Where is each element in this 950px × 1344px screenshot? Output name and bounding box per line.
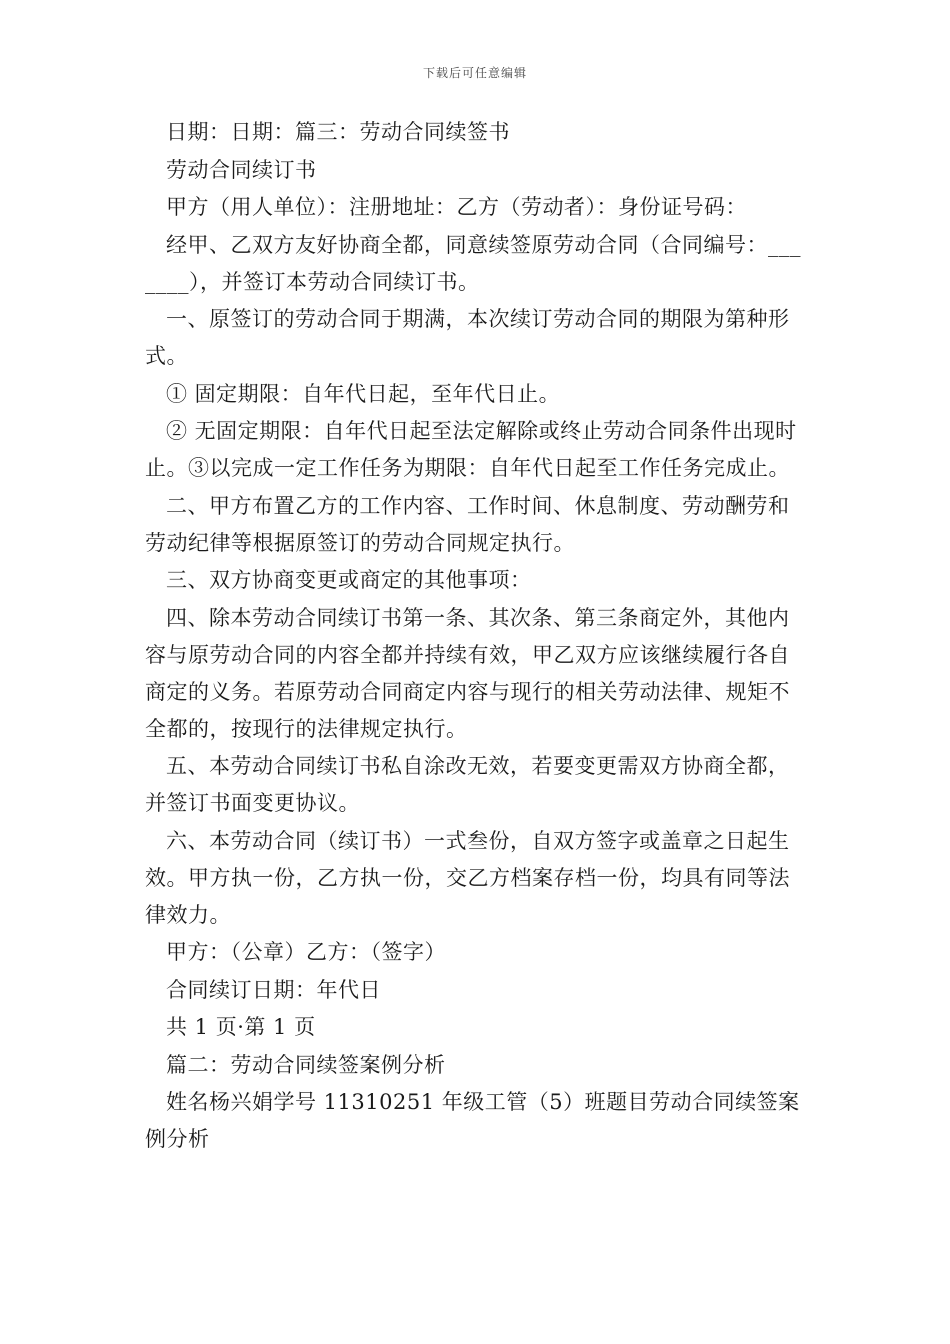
paragraph-intro: 经甲、乙双方友好协商全都，同意续签原劳动合同（合同编号：_______），并签订本劳动合同续订书。	[145, 232, 801, 294]
paragraph-section-two-title: 篇二：劳动合同续签案例分析	[166, 1052, 446, 1077]
paragraph-signatures: 甲方：（公章）乙方：（签字）	[166, 940, 446, 964]
paragraph-clause-6: 六、本劳动合同（续订书）一式叁份，自双方签字或盖章之日起生效。甲方执一份，乙方执一份，交乙方档案存档一份，均具有同等法律效力。	[145, 828, 790, 927]
paragraph-clause-5: 五、本劳动合同续订书私自涂改无效，若要变更需双方协商全都，并签订书面变更协议。	[145, 754, 790, 815]
paragraph-parties: 甲方（用人单位）：注册地址：乙方（劳动者）：身份证号码：	[166, 195, 747, 219]
paragraph-clause-3: 三、双方协商变更或商定的其他事项：	[166, 568, 532, 592]
paragraph-open-term: ② 无固定期限：自年代日起至法定解除或终止劳动合同条件出现时止。③以完成一定工作任务为期限：自年代日起至工作任务完成止。	[145, 419, 797, 480]
paragraph-clause-2: 二、甲方布置乙方的工作内容、工作时间、休息制度、劳动酬劳和劳动纪律等根据原签订的劳动合同规定执行。	[145, 493, 790, 555]
paragraph-page-count: 共 1 页·第 1 页	[166, 1015, 316, 1039]
page-header-note: 下载后可任意编辑	[422, 66, 527, 80]
paragraph-date-title: 日期：日期：篇三：劳动合同续签书	[166, 120, 510, 144]
paragraph-clause-1: 一、原签订的劳动合同于期满，本次续订劳动合同的期限为第种形式。	[145, 307, 790, 368]
document-body	[145, 114, 810, 1159]
paragraph-renewal-date: 合同续订日期：年代日	[166, 977, 381, 1002]
paragraph-doc-title: 劳动合同续订书	[166, 157, 317, 182]
paragraph-clause-4: 四、除本劳动合同续订书第一条、其次条、第三条商定外，其他内容与原劳动合同的内容全都并持续有效，甲乙双方应该继续履行各自商定的义务。若原劳动合同商定内容与现行的相关劳动法律、规矩不全都的，按现行的法律规定执行。	[145, 605, 790, 741]
paragraph-student-info: 姓名杨兴娟学号 11310251 年级工管（5）班题目劳动合同续签案例分析	[145, 1090, 800, 1151]
paragraph-fixed-term: ① 固定期限：自年代日起，至年代日止。	[166, 381, 561, 406]
